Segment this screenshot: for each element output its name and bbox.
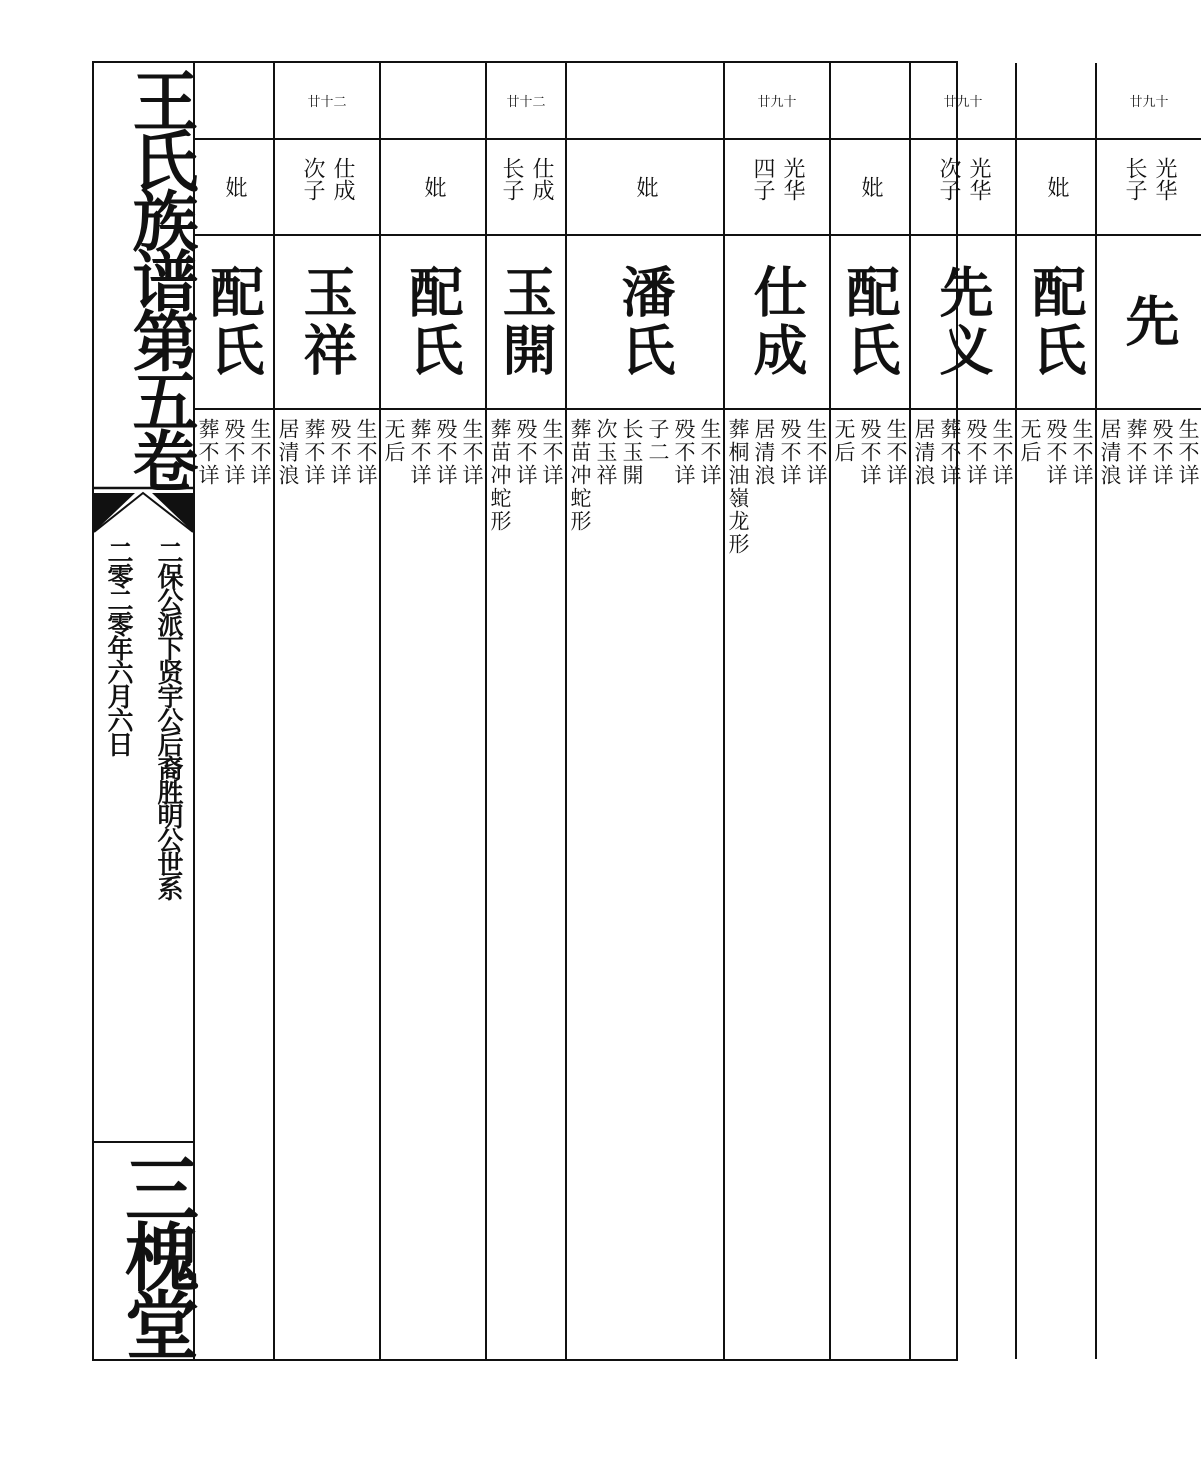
detail-cell <box>911 410 1015 1359</box>
person-column <box>565 63 723 1359</box>
detail-cell <box>275 410 379 1359</box>
generation-cell: 廿十二 <box>275 63 379 140</box>
detail-cell <box>831 410 909 1359</box>
detail-entry: 殁不详 <box>778 418 802 487</box>
name-cell <box>195 236 273 410</box>
relation-cell <box>275 140 379 236</box>
detail-text <box>487 418 565 1359</box>
person-name: 配氏 <box>401 264 465 380</box>
relation-text: 仕成次子 <box>300 157 355 201</box>
detail-entry: 生不详 <box>990 418 1014 487</box>
person-column <box>273 63 379 1359</box>
person-column <box>485 63 565 1359</box>
relation-text: 妣 <box>421 176 446 198</box>
detail-entry: 居清浪 <box>752 418 776 487</box>
detail-entry: 生不详 <box>354 418 378 487</box>
relation-cell <box>567 140 723 236</box>
book-subtitle: 二保公派下贤宇公后裔胜明公世系 <box>153 539 183 899</box>
relation-cell <box>1017 140 1095 236</box>
relation-text: 妣 <box>858 176 883 198</box>
relation-cell <box>831 140 909 236</box>
detail-entry: 殁不详 <box>1150 418 1174 487</box>
detail-entry: 殁不详 <box>434 418 458 487</box>
fishtail-ornament <box>94 486 193 546</box>
detail-cell <box>1097 410 1201 1359</box>
detail-entry: 生不详 <box>460 418 484 487</box>
genealogy-page <box>92 61 1200 1361</box>
detail-entry: 葬不详 <box>196 418 220 487</box>
person-name: 配氏 <box>838 264 902 380</box>
detail-text <box>911 418 1015 1359</box>
generation-cell <box>831 63 909 140</box>
detail-entry: 葬不详 <box>302 418 326 487</box>
book-title: 王氏族谱第五卷 <box>121 67 199 487</box>
person-column <box>1015 63 1095 1359</box>
person-column <box>195 63 273 1359</box>
detail-cell <box>487 410 565 1359</box>
detail-entry: 生不详 <box>804 418 828 487</box>
relation-cell <box>725 140 829 236</box>
detail-entry: 居清浪 <box>276 418 300 487</box>
detail-cell <box>567 410 723 1359</box>
detail-entry: 无后 <box>832 418 856 464</box>
name-cell <box>1097 236 1201 410</box>
detail-entry: 居清浪 <box>1098 418 1122 487</box>
detail-entry: 葬不详 <box>408 418 432 487</box>
detail-entry: 殁不详 <box>222 418 246 487</box>
person-column <box>723 63 829 1359</box>
person-name: 配氏 <box>202 264 266 380</box>
detail-entry: 生不详 <box>1176 418 1200 487</box>
relation-text: 妣 <box>633 176 658 198</box>
detail-text <box>195 418 273 1359</box>
detail-text <box>1097 418 1201 1359</box>
detail-entry: 生不详 <box>698 418 722 487</box>
person-name: 仕成 <box>745 264 809 380</box>
relation-text: 光华次子 <box>936 157 991 201</box>
relation-cell <box>487 140 565 236</box>
generation-cell: 廿九十 <box>1097 63 1201 140</box>
relation-text: 妣 <box>222 176 247 198</box>
person-name: 先 <box>1117 293 1181 351</box>
detail-entry: 葬不详 <box>1124 418 1148 487</box>
person-column <box>379 63 485 1359</box>
detail-entry: 殁不详 <box>672 418 696 487</box>
detail-entry: 殁不详 <box>514 418 538 487</box>
detail-cell <box>381 410 485 1359</box>
generation-cell <box>381 63 485 140</box>
person-column <box>909 63 1015 1359</box>
name-cell <box>487 236 565 410</box>
detail-cell <box>725 410 829 1359</box>
detail-cell <box>1017 410 1095 1359</box>
generation-cell: 廿九十 <box>911 63 1015 140</box>
detail-text <box>567 418 723 1359</box>
detail-text <box>1017 418 1095 1359</box>
title-panel <box>94 63 199 1359</box>
detail-text <box>831 418 909 1359</box>
relation-text: 妣 <box>1044 176 1069 198</box>
detail-text <box>275 418 379 1359</box>
name-cell <box>911 236 1015 410</box>
hall-name: 三槐堂 <box>113 1151 199 1355</box>
detail-entry: 居清浪 <box>912 418 936 487</box>
detail-entry: 生不详 <box>248 418 272 487</box>
relation-text: 仕成长子 <box>499 157 554 201</box>
detail-entry: 无后 <box>382 418 406 464</box>
generation-cell <box>195 63 273 140</box>
name-cell <box>831 236 909 410</box>
compile-date: 二零二零年六月六日 <box>103 539 133 755</box>
person-column <box>1095 63 1201 1359</box>
generation-cell <box>567 63 723 140</box>
detail-entry: 葬桐油嶺龙形 <box>726 418 750 556</box>
name-cell <box>725 236 829 410</box>
detail-entry: 长玉開 <box>620 418 644 487</box>
relation-text: 光华长子 <box>1122 157 1177 201</box>
detail-cell <box>195 410 273 1359</box>
relation-cell <box>195 140 273 236</box>
name-cell <box>1017 236 1095 410</box>
detail-entry: 葬苗冲蛇形 <box>488 418 512 533</box>
person-name: 玉開 <box>494 264 558 380</box>
hall-divider <box>94 1141 193 1143</box>
detail-entry: 生不详 <box>884 418 908 487</box>
person-name: 配氏 <box>1024 264 1088 380</box>
detail-entry: 次玉祥 <box>594 418 618 487</box>
detail-entry: 殁不详 <box>328 418 352 487</box>
detail-text <box>725 418 829 1359</box>
detail-text <box>381 418 485 1359</box>
detail-entry: 殁不详 <box>964 418 988 487</box>
name-cell <box>381 236 485 410</box>
relation-cell <box>911 140 1015 236</box>
detail-entry: 生不详 <box>1070 418 1094 487</box>
generation-cell: 廿九十 <box>725 63 829 140</box>
detail-entry: 殁不详 <box>1044 418 1068 487</box>
relation-cell <box>1097 140 1201 236</box>
detail-entry: 无后 <box>1018 418 1042 464</box>
detail-entry: 生不详 <box>540 418 564 487</box>
generation-cell: 廿十二 <box>487 63 565 140</box>
detail-entry: 葬苗冲蛇形 <box>568 418 592 533</box>
name-cell <box>567 236 723 410</box>
person-name: 玉祥 <box>295 264 359 380</box>
person-column <box>829 63 909 1359</box>
detail-entry: 葬不详 <box>938 418 962 487</box>
relation-text: 光华四子 <box>750 157 805 201</box>
detail-entry: 殁不详 <box>858 418 882 487</box>
detail-entry: 子二 <box>646 418 670 464</box>
person-name: 潘氏 <box>613 264 677 380</box>
relation-cell <box>381 140 485 236</box>
person-name: 先义 <box>931 264 995 380</box>
name-cell <box>275 236 379 410</box>
generation-cell <box>1017 63 1095 140</box>
genealogy-grid <box>195 63 1200 1359</box>
